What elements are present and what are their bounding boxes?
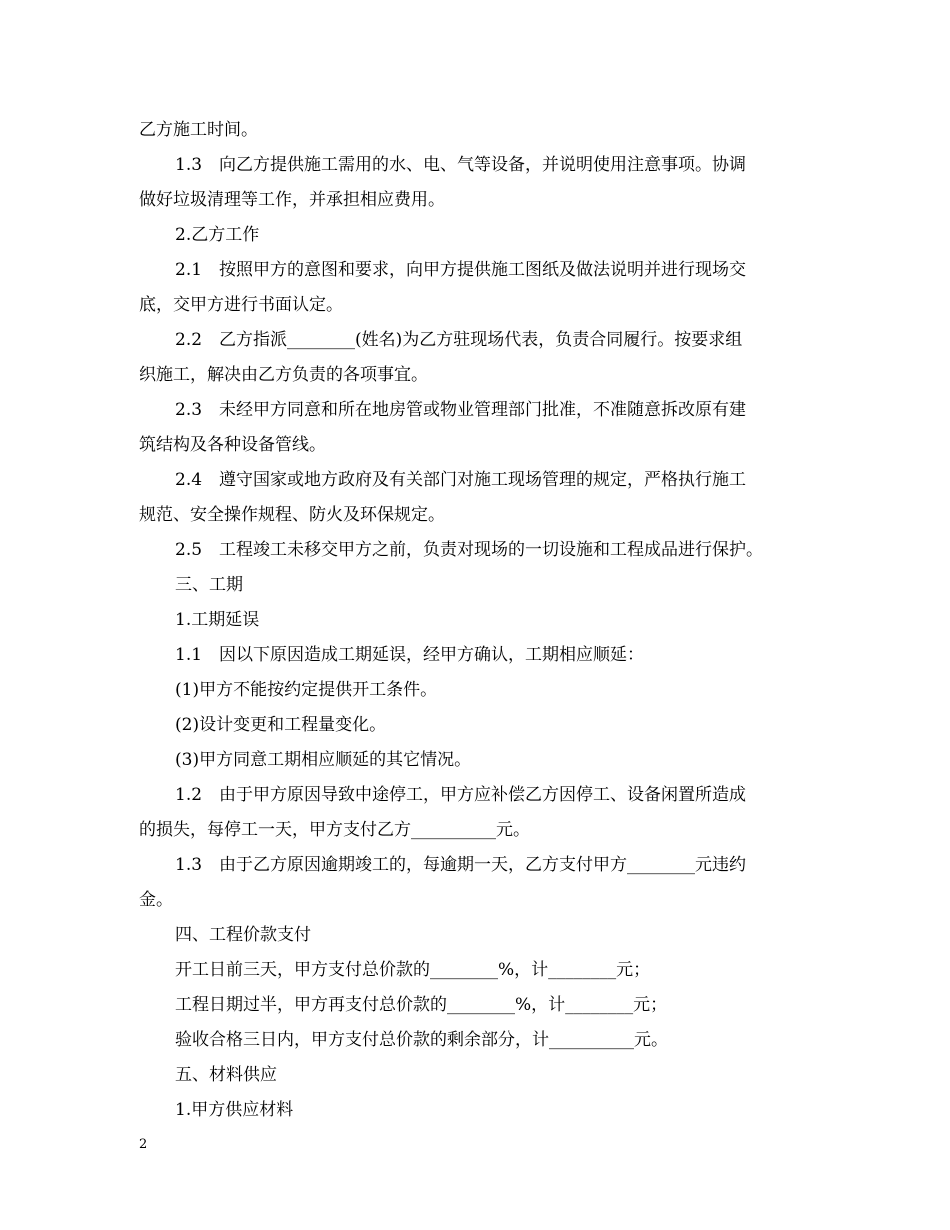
text-line: 筑结构及各种设备管线。 xyxy=(139,435,326,455)
text-line: 1.3 向乙方提供施工需用的水、电、气等设备，并说明使用注意事项。协调 xyxy=(175,155,747,175)
list-item: (2)设计变更和工程量变化。 xyxy=(175,715,387,735)
text-line: 2.1 按照甲方的意图和要求，向甲方提供施工图纸及做法说明并进行现场交 xyxy=(175,260,747,280)
text-line: 1.3 由于乙方原因逾期竣工的，每逾期一天，乙方支付甲方________元违约 xyxy=(175,855,747,875)
text-line: 做好垃圾清理等工作，并承担相应费用。 xyxy=(139,190,445,210)
text-line: 金。 xyxy=(139,890,173,910)
text-line: 的损失，每停工一天，甲方支付乙方__________元。 xyxy=(139,820,530,840)
text-line: 1.2 由于甲方原因导致中途停工，甲方应补偿乙方因停工、设备闲置所造成 xyxy=(175,785,747,805)
text-line: 工程日期过半，甲方再支付总价款的________%，计________元； xyxy=(175,995,668,1015)
text-line: 规范、安全操作规程、防火及环保规定。 xyxy=(139,505,445,525)
list-item: (1)甲方不能按约定提供开工条件。 xyxy=(175,680,438,700)
text-line: 底，交甲方进行书面认定。 xyxy=(139,295,343,315)
text-line: 2.5 工程竣工未移交甲方之前，负责对现场的一切设施和工程成品进行保护。 xyxy=(175,540,764,560)
section-heading: 三、工期 xyxy=(175,575,243,595)
text-line: 织施工，解决由乙方负责的各项事宜。 xyxy=(139,365,428,385)
text-line: 1.1 因以下原因造成工期延误，经甲方确认，工期相应顺延： xyxy=(175,645,645,665)
section-heading: 1.工期延误 xyxy=(175,610,260,630)
text-line: 2.2 乙方指派________(姓名)为乙方驻现场代表，负责合同履行。按要求组 xyxy=(175,330,743,350)
section-heading: 1.甲方供应材料 xyxy=(175,1100,294,1120)
text-line: 乙方施工时间。 xyxy=(139,120,258,140)
section-heading: 四、工程价款支付 xyxy=(175,925,311,945)
text-line: 2.3 未经甲方同意和所在地房管或物业管理部门批准，不准随意拆改原有建 xyxy=(175,400,747,420)
document-body xyxy=(139,113,814,1128)
text-line: 开工日前三天，甲方支付总价款的________%，计________元； xyxy=(175,960,651,980)
section-heading: 五、材料供应 xyxy=(175,1065,277,1085)
text-line: 验收合格三日内，甲方支付总价款的剩余部分，计__________元。 xyxy=(175,1030,668,1050)
page-number: 2 xyxy=(139,1137,148,1152)
list-item: (3)甲方同意工期相应顺延的其它情况。 xyxy=(175,750,472,770)
section-heading: 2.乙方工作 xyxy=(175,225,260,245)
text-line: 2.4 遵守国家或地方政府及有关部门对施工现场管理的规定，严格执行施工 xyxy=(175,470,747,490)
